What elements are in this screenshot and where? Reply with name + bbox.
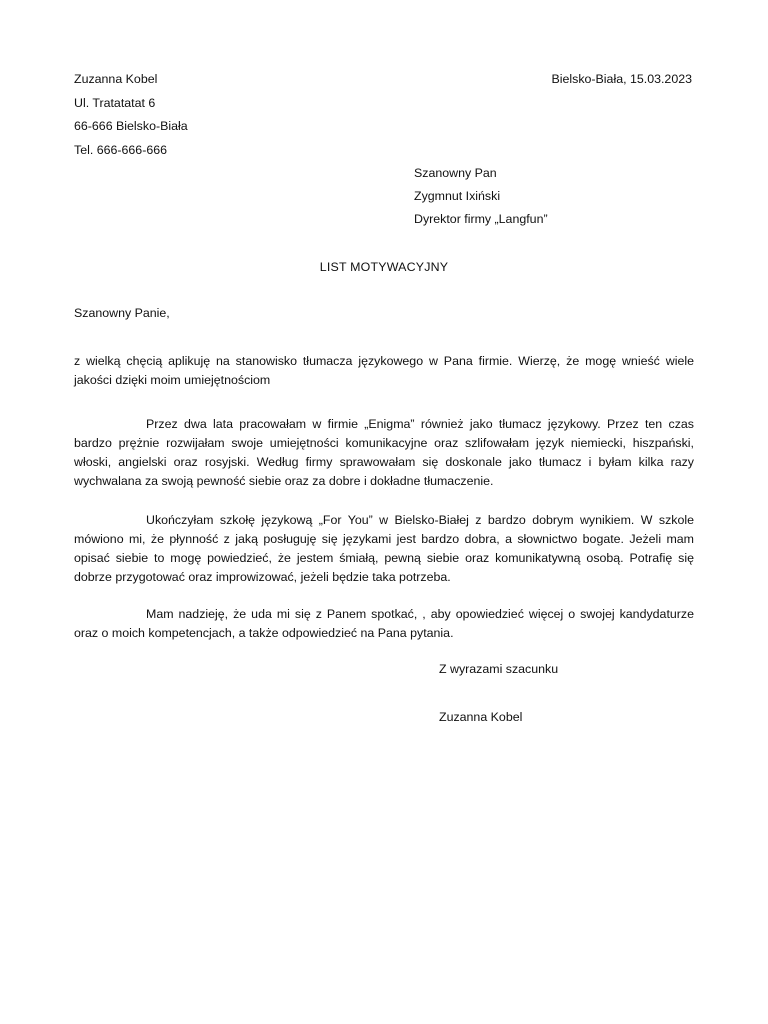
- paragraph-line: mówiono mi, że płynność z jaką posługuję się językami jest bardzo dobra, a słownictwo bogate. Jeżeli mam: [74, 532, 694, 546]
- greeting: Szanowny Panie,: [74, 306, 170, 320]
- paragraph-line: bardzo prężnie rozwijałam swoje umiejętności komunikacyjne oraz szlifowałam język niemiecki, hiszpański,: [74, 436, 694, 450]
- signature: Zuzanna Kobel: [439, 710, 523, 724]
- paragraph-line: opisać siebie to mogę powiedzieć, że jestem śmiałą, pewną siebie oraz komunikatywną osobą. Potrafię się: [74, 551, 694, 565]
- paragraph-line: Ukończyłam szkołę językową „For You” w Bielsko-Białej z bardzo dobrym wynikiem. W szkole: [146, 513, 694, 527]
- paragraph-intro: [74, 352, 694, 390]
- paragraph-line: włoski, angielski oraz rosyjski. Według firmy sprawowałam się doskonale jako tłumacz i byłam kilka razy: [74, 455, 694, 469]
- paragraph-closing: [74, 605, 694, 643]
- sender-city: 66-666 Bielsko-Biała: [74, 119, 188, 133]
- letter-title: LIST MOTYWACYJNY: [319, 260, 449, 274]
- recipient-salutation: Szanowny Pan: [414, 166, 497, 180]
- closing-phrase: Z wyrazami szacunku: [439, 662, 559, 676]
- paragraph-line: z wielką chęcią aplikuję na stanowisko tłumacza językowego w Pana firmie. Wierzę, że mogę wnieść wiele: [74, 354, 694, 368]
- paragraph-experience: [74, 415, 694, 491]
- place-date: Bielsko-Biała, 15.03.2023: [551, 72, 692, 86]
- sender-name: Zuzanna Kobel: [74, 72, 158, 86]
- paragraph-line: jakości dzięki moim umiejętnościom: [74, 373, 271, 387]
- paragraph-line: dobrze przygotować oraz improwizować, jeżeli będzie taka potrzeba.: [74, 570, 451, 584]
- paragraph-line: wychwalana za swoją pewność siebie oraz za dobre i dokładne tłumaczenie.: [74, 474, 494, 488]
- paragraph-line: Przez dwa lata pracowałam w firmie „Enigma” również jako tłumacz językowy. Przez ten czas: [146, 417, 694, 431]
- paragraph-education: [74, 511, 694, 587]
- recipient-title: Dyrektor firmy „Langfun”: [414, 212, 548, 226]
- paragraph-line: oraz o moich kompetencjach, a także odpowiedzieć na Pana pytania.: [74, 626, 454, 640]
- sender-phone: Tel. 666-666-666: [74, 143, 167, 157]
- paragraph-line: Mam nadzieję, że uda mi się z Panem spotkać, , aby opowiedzieć więcej o swojej kandydaturze: [146, 607, 694, 621]
- recipient-name: Zygmnut Ixiński: [414, 189, 501, 203]
- sender-street: Ul. Tratatatat 6: [74, 96, 156, 110]
